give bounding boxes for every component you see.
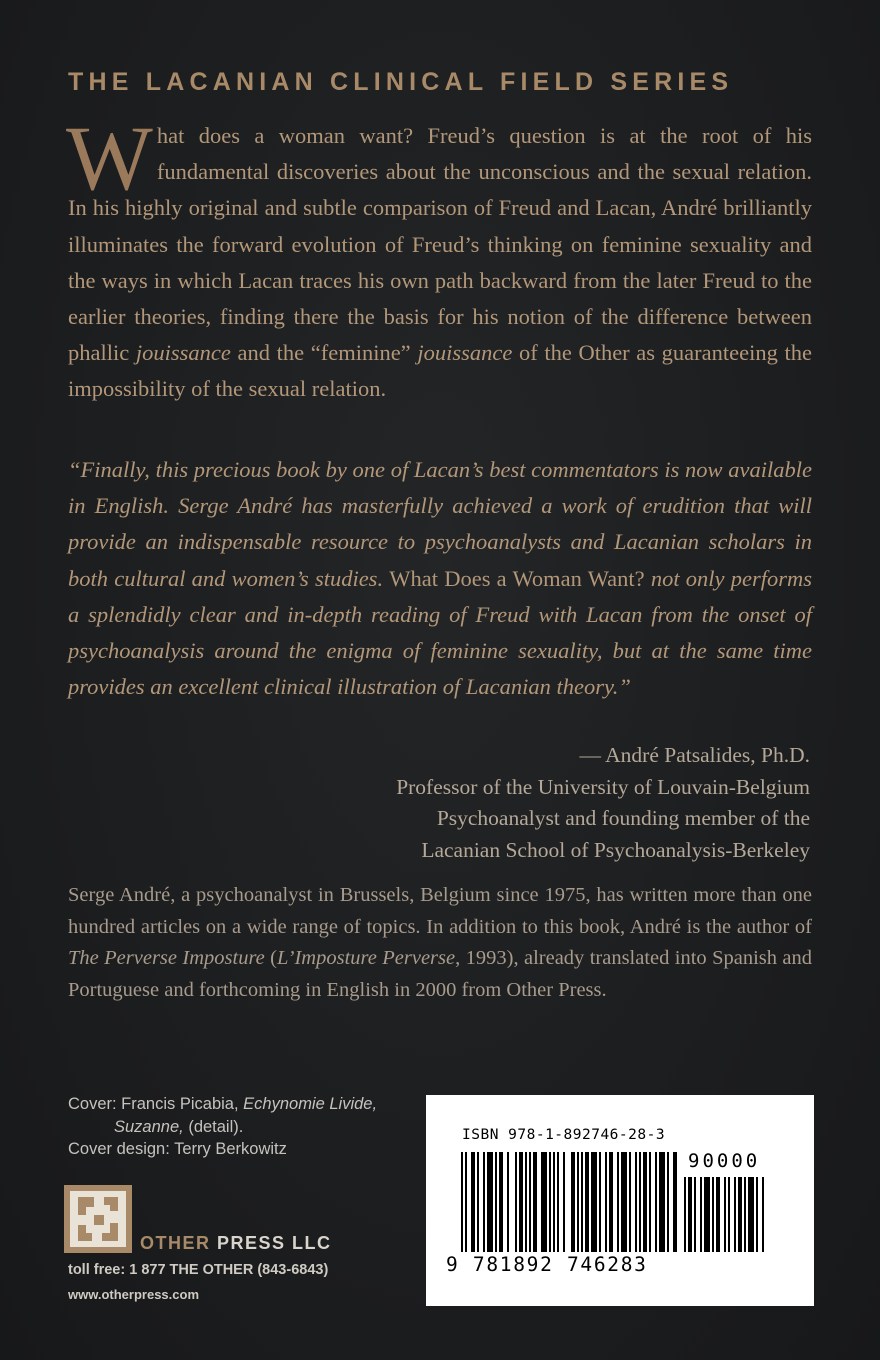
barcode-digits: 9 781892 746283 (446, 1253, 648, 1276)
barcode-bar (673, 1152, 677, 1252)
barcode-bar (704, 1177, 710, 1252)
series-title: THE LACANIAN CLINICAL FIELD SERIES (68, 68, 734, 96)
barcode-panel (426, 1095, 814, 1306)
barcode-bar (635, 1152, 637, 1252)
drop-cap: W (66, 107, 153, 209)
artwork-title-1: Echynomie Livide, (243, 1095, 378, 1113)
quote-attribution (396, 740, 810, 867)
cover-art-credit-2 (68, 1116, 377, 1139)
publisher-name-1: OTHER (140, 1233, 218, 1253)
barcode-bar (495, 1152, 497, 1252)
barcode-bar (617, 1152, 619, 1252)
barcode-bar (643, 1152, 647, 1252)
barcode-bar (694, 1177, 696, 1252)
barcode-bar (525, 1152, 527, 1252)
price-code: 90000 (688, 1150, 761, 1172)
quote-text-2: not only performs a splendidly clear and in-depth reading of Freud with Lacan from the onset of psychoanalysis around the enigma of feminine sexuality, but at the same time provides an excellent clinical illustration of Lacanian theory.” (68, 565, 812, 700)
barcode-bar (700, 1177, 702, 1252)
barcode-bar (684, 1177, 686, 1252)
quote-text-1: “Finally, this precious book by one of Lacan’s best commentators is now available in English. Serge André has masterfully achieved a work of erudition that will provide an indispensable resource to psychoanalysts and Lacanian scholars in both cultural and women’s studies. (68, 457, 812, 591)
barcode-bar (563, 1152, 565, 1252)
barcode-bar (533, 1152, 537, 1252)
barcode-bar (629, 1152, 631, 1252)
cover-credits (68, 1093, 377, 1161)
barcode-bar (515, 1152, 517, 1252)
intro-text-2: and the “feminine” (230, 340, 418, 366)
barcode-bar (477, 1152, 479, 1252)
barcode-bar (667, 1152, 669, 1252)
bio-text-2: ( (264, 947, 278, 970)
barcode-bar (712, 1177, 714, 1252)
ean-barcode (461, 1152, 677, 1252)
barcode-bar (519, 1152, 523, 1252)
bio-book-title-fr: L’Imposture Perverse (277, 947, 456, 970)
barcode-bar (738, 1177, 742, 1252)
intro-text-3: of the Other as guaranteeing the impossibility of the sexual relation. (68, 340, 812, 402)
publisher-name (140, 1233, 332, 1254)
endorsement-quote (68, 452, 812, 705)
quote-book-title: What Does a Woman Want? (389, 565, 645, 591)
barcode-bar (557, 1152, 559, 1252)
barcode-bar (716, 1177, 720, 1252)
barcode-bar (499, 1152, 503, 1252)
addon-barcode (684, 1177, 784, 1252)
barcode-bar (621, 1152, 627, 1252)
barcode-bar (599, 1152, 601, 1252)
attribution-line-3: Lacanian School of Psychoanalysis-Berkeley (421, 838, 810, 863)
barcode-bar (549, 1152, 551, 1252)
intro-text-1: hat does a woman want? Freud’s question is at the root of his fundamental discoveries about the unconscious and the sexual relation. In his highly original and subtle comparison of Freud and Lacan, André brilliantly illuminates the forward evolution of Freud’s thinking on feminine sexuality and the ways in which Lacan traces his own path backward from the later Freud to the earlier theories, finding there the basis for his notion of the difference between phallic (68, 123, 812, 366)
barcode-bar (461, 1152, 463, 1252)
publisher-logo-icon (64, 1185, 132, 1253)
barcode-bar (609, 1152, 613, 1252)
intro-term-1: jouissance (135, 340, 231, 366)
intro-term-2: jouissance (417, 340, 513, 366)
barcode-bar (744, 1177, 746, 1252)
artwork-title-2: Suzanne, (114, 1117, 184, 1136)
barcode-bar (591, 1152, 597, 1252)
toll-free-number: toll free: 1 877 THE OTHER (843-6843) (68, 1262, 329, 1278)
barcode-bar (585, 1152, 589, 1252)
barcode-bar (553, 1152, 555, 1252)
barcode-bar (756, 1177, 758, 1252)
author-bio (68, 880, 812, 1007)
cover-art-credit (68, 1093, 377, 1116)
barcode-bar (483, 1152, 485, 1252)
barcode-bar (659, 1152, 665, 1252)
barcode-bar (465, 1152, 467, 1252)
barcode-bar (605, 1152, 607, 1252)
attribution-line-1: Professor of the University of Louvain-Belgium (396, 774, 810, 799)
isbn-label: ISBN 978-1-892746-28-3 (462, 1127, 666, 1143)
barcode-bar (724, 1177, 726, 1252)
bio-text-3: , 1993), already translated into Spanish and Portuguese and forthcoming in English in 2000 from Other Press. (68, 947, 812, 1002)
bio-book-title: The Perverse Imposture (68, 947, 265, 970)
barcode-bar (471, 1152, 475, 1252)
intro-paragraph (66, 107, 812, 408)
publisher-website[interactable]: www.otherpress.com (68, 1287, 199, 1302)
barcode-bar (728, 1177, 730, 1252)
barcode-bar (529, 1152, 531, 1252)
barcode-bar (688, 1177, 692, 1252)
bio-text-1: Serge André, a psychoanalyst in Brussels, Belgium since 1975, has written more than one hundred articles on a wide range of topics. In addition to this book, André is the author of (68, 884, 812, 938)
barcode-bar (655, 1152, 657, 1252)
barcode-bar (748, 1177, 754, 1252)
barcode-bar (577, 1152, 579, 1252)
cover-design-credit: Cover design: Terry Berkowitz (68, 1140, 287, 1158)
barcode-bar (487, 1152, 493, 1252)
barcode-bar (762, 1177, 764, 1252)
barcode-bar (734, 1177, 736, 1252)
barcode-bar (571, 1152, 575, 1252)
barcode-bar (639, 1152, 641, 1252)
barcode-bar (507, 1152, 509, 1252)
cover-suffix: (detail). (183, 1117, 244, 1136)
attribution-line-2: Psychoanalyst and founding member of the (436, 806, 810, 831)
barcode-bar (581, 1152, 583, 1252)
attribution-name: — André Patsalides, Ph.D. (579, 743, 810, 767)
publisher-name-2: PRESS LLC (217, 1233, 332, 1253)
barcode-bar (649, 1152, 651, 1252)
barcode-bar (541, 1152, 547, 1252)
cover-prefix: Cover: Francis Picabia, (68, 1095, 244, 1113)
